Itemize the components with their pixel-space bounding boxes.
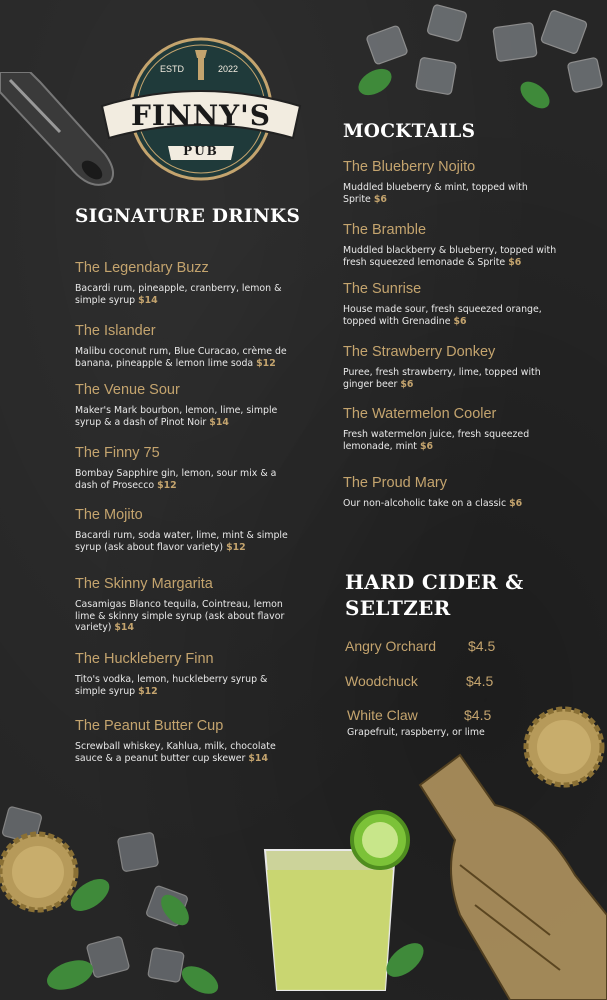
cider-title-line2: SELTZER bbox=[345, 596, 451, 620]
menu-item bbox=[343, 221, 558, 268]
menu-item-ingredients: Muddled blackberry & blueberry, topped with fresh squeezed lemonade & Sprite bbox=[343, 245, 557, 268]
menu-item-price: $6 bbox=[509, 498, 523, 509]
menu-item-ingredients: Tito's vodka, lemon, huckleberry syrup & simple syrup bbox=[75, 674, 268, 697]
menu-item-price: $12 bbox=[138, 685, 158, 697]
logo-estd: ESTD bbox=[160, 64, 185, 74]
menu-item-description bbox=[343, 182, 558, 205]
menu-item-name: The Strawberry Donkey bbox=[343, 344, 496, 360]
menu-item bbox=[75, 575, 290, 634]
menu-item-ingredients: Fresh watermelon juice, fresh squeezed lemonade, mint bbox=[343, 429, 530, 452]
menu-item-ingredients: Bacardi rum, pineapple, cranberry, lemon & simple syrup bbox=[75, 283, 282, 306]
cider-item-name: Angry Orchard bbox=[345, 638, 437, 654]
menu-item-price: $12 bbox=[256, 357, 276, 369]
menu-item bbox=[75, 444, 290, 491]
menu-item-name: The Skinny Margarita bbox=[75, 576, 213, 592]
bottle-icon bbox=[400, 745, 607, 1000]
menu-item-name: The Sunrise bbox=[343, 281, 422, 297]
menu-item-description bbox=[75, 468, 290, 491]
menu-item-description bbox=[343, 429, 558, 452]
menu-item-name: The Watermelon Cooler bbox=[343, 406, 497, 422]
menu-item bbox=[75, 259, 290, 306]
menu-item-name: The Blueberry Nojito bbox=[343, 159, 476, 175]
cocktail-glass-icon bbox=[255, 810, 425, 1000]
menu-item bbox=[343, 405, 558, 452]
menu-item-ingredients: Bacardi rum, soda water, lime, mint & simple syrup (ask about flavor variety) bbox=[75, 530, 288, 553]
menu-item bbox=[75, 717, 290, 764]
menu-item-ingredients: Our non-alcoholic take on a classic bbox=[343, 498, 507, 509]
menu-item-description bbox=[75, 283, 290, 306]
menu-item bbox=[343, 343, 558, 390]
menu-item-ingredients: Screwball whiskey, Kahlua, milk, chocolate sauce & a peanut butter cup skewer bbox=[75, 741, 276, 764]
menu-item-description bbox=[75, 741, 290, 764]
cider-item-price: $4.5 bbox=[466, 673, 494, 689]
menu-item-ingredients: House made sour, fresh squeezed orange, topped with Grenadine bbox=[343, 304, 542, 327]
menu-item bbox=[343, 474, 558, 510]
menu-item-ingredients: Maker's Mark bourbon, lemon, lime, simple syrup & a dash of Pinot Noir bbox=[75, 405, 278, 428]
menu-item-price: $12 bbox=[226, 541, 246, 553]
menu-item-name: The Mojito bbox=[75, 507, 143, 523]
menu-item-ingredients: Malibu coconut rum, Blue Curacao, crème de banana, pineapple & lemon lime soda bbox=[75, 346, 287, 369]
menu-item-price: $6 bbox=[453, 315, 467, 327]
menu-item-price: $14 bbox=[138, 294, 158, 306]
cider-title-line1: HARD CIDER & bbox=[345, 570, 524, 594]
menu-item-description bbox=[343, 498, 558, 510]
cider-item-price: $4.5 bbox=[468, 638, 496, 654]
menu-item bbox=[75, 381, 290, 428]
menu-item-name: The Legendary Buzz bbox=[75, 260, 209, 276]
menu-item-price: $14 bbox=[114, 622, 134, 633]
menu-item-price: $6 bbox=[508, 256, 522, 268]
menu-item-name: The Islander bbox=[75, 323, 156, 339]
menu-item-price: $14 bbox=[248, 752, 268, 764]
menu-item bbox=[75, 322, 290, 369]
menu-item-name: The Finny 75 bbox=[75, 445, 160, 461]
menu-item-name: The Bramble bbox=[343, 222, 427, 238]
menu-item-price: $6 bbox=[400, 378, 414, 390]
cider-item-name: White Claw bbox=[347, 707, 418, 723]
menu-item-description bbox=[75, 346, 290, 369]
menu-item-price: $14 bbox=[209, 416, 229, 428]
menu-item-name: The Peanut Butter Cup bbox=[75, 718, 224, 734]
menu-item-ingredients: Casamigas Blanco tequila, Cointreau, lemon lime & skinny simple syrup (ask about flavor variety) bbox=[75, 599, 285, 633]
ice-cubes-icon bbox=[330, 0, 607, 120]
menu-item-ingredients: Puree, fresh strawberry, lime, topped with ginger beer bbox=[343, 367, 541, 390]
menu-item-description bbox=[75, 530, 290, 553]
logo-year: 2022 bbox=[218, 64, 239, 74]
menu-item-price: $12 bbox=[157, 479, 177, 491]
logo-name: FINNY'S bbox=[131, 99, 271, 132]
ice-and-cap-icon bbox=[0, 800, 250, 1000]
menu-item-description bbox=[75, 405, 290, 428]
logo-sub: PUB bbox=[183, 144, 219, 158]
cider-item-price: $4.5 bbox=[464, 707, 492, 723]
mocktails-title: MOCKTAILS bbox=[343, 121, 476, 142]
cider-item-name: Woodchuck bbox=[345, 673, 418, 689]
menu-item-description bbox=[75, 674, 290, 697]
cider-title bbox=[345, 569, 523, 621]
menu-item-name: The Huckleberry Finn bbox=[75, 651, 214, 667]
signature-title: SIGNATURE DRINKS bbox=[75, 206, 301, 227]
menu-item bbox=[75, 650, 290, 697]
menu-item bbox=[75, 506, 290, 553]
menu-item-name: The Proud Mary bbox=[343, 475, 447, 491]
menu-item bbox=[343, 158, 558, 205]
menu-item-description bbox=[343, 245, 558, 268]
cider-note: Grapefruit, raspberry, or lime bbox=[347, 727, 485, 738]
pub-logo bbox=[98, 36, 304, 182]
menu-item-price: $6 bbox=[373, 193, 387, 205]
menu-item bbox=[343, 280, 558, 327]
menu-item-description bbox=[343, 304, 558, 327]
menu-item-description bbox=[343, 367, 558, 390]
menu-item-ingredients: Muddled blueberry & mint, topped with Sprite bbox=[343, 182, 528, 205]
menu-item-price: $6 bbox=[419, 440, 434, 452]
menu-item-description bbox=[75, 599, 290, 634]
menu-item-name: The Venue Sour bbox=[75, 382, 180, 398]
menu-item-ingredients: Bombay Sapphire gin, lemon, sour mix & a dash of Prosecco bbox=[75, 468, 277, 491]
